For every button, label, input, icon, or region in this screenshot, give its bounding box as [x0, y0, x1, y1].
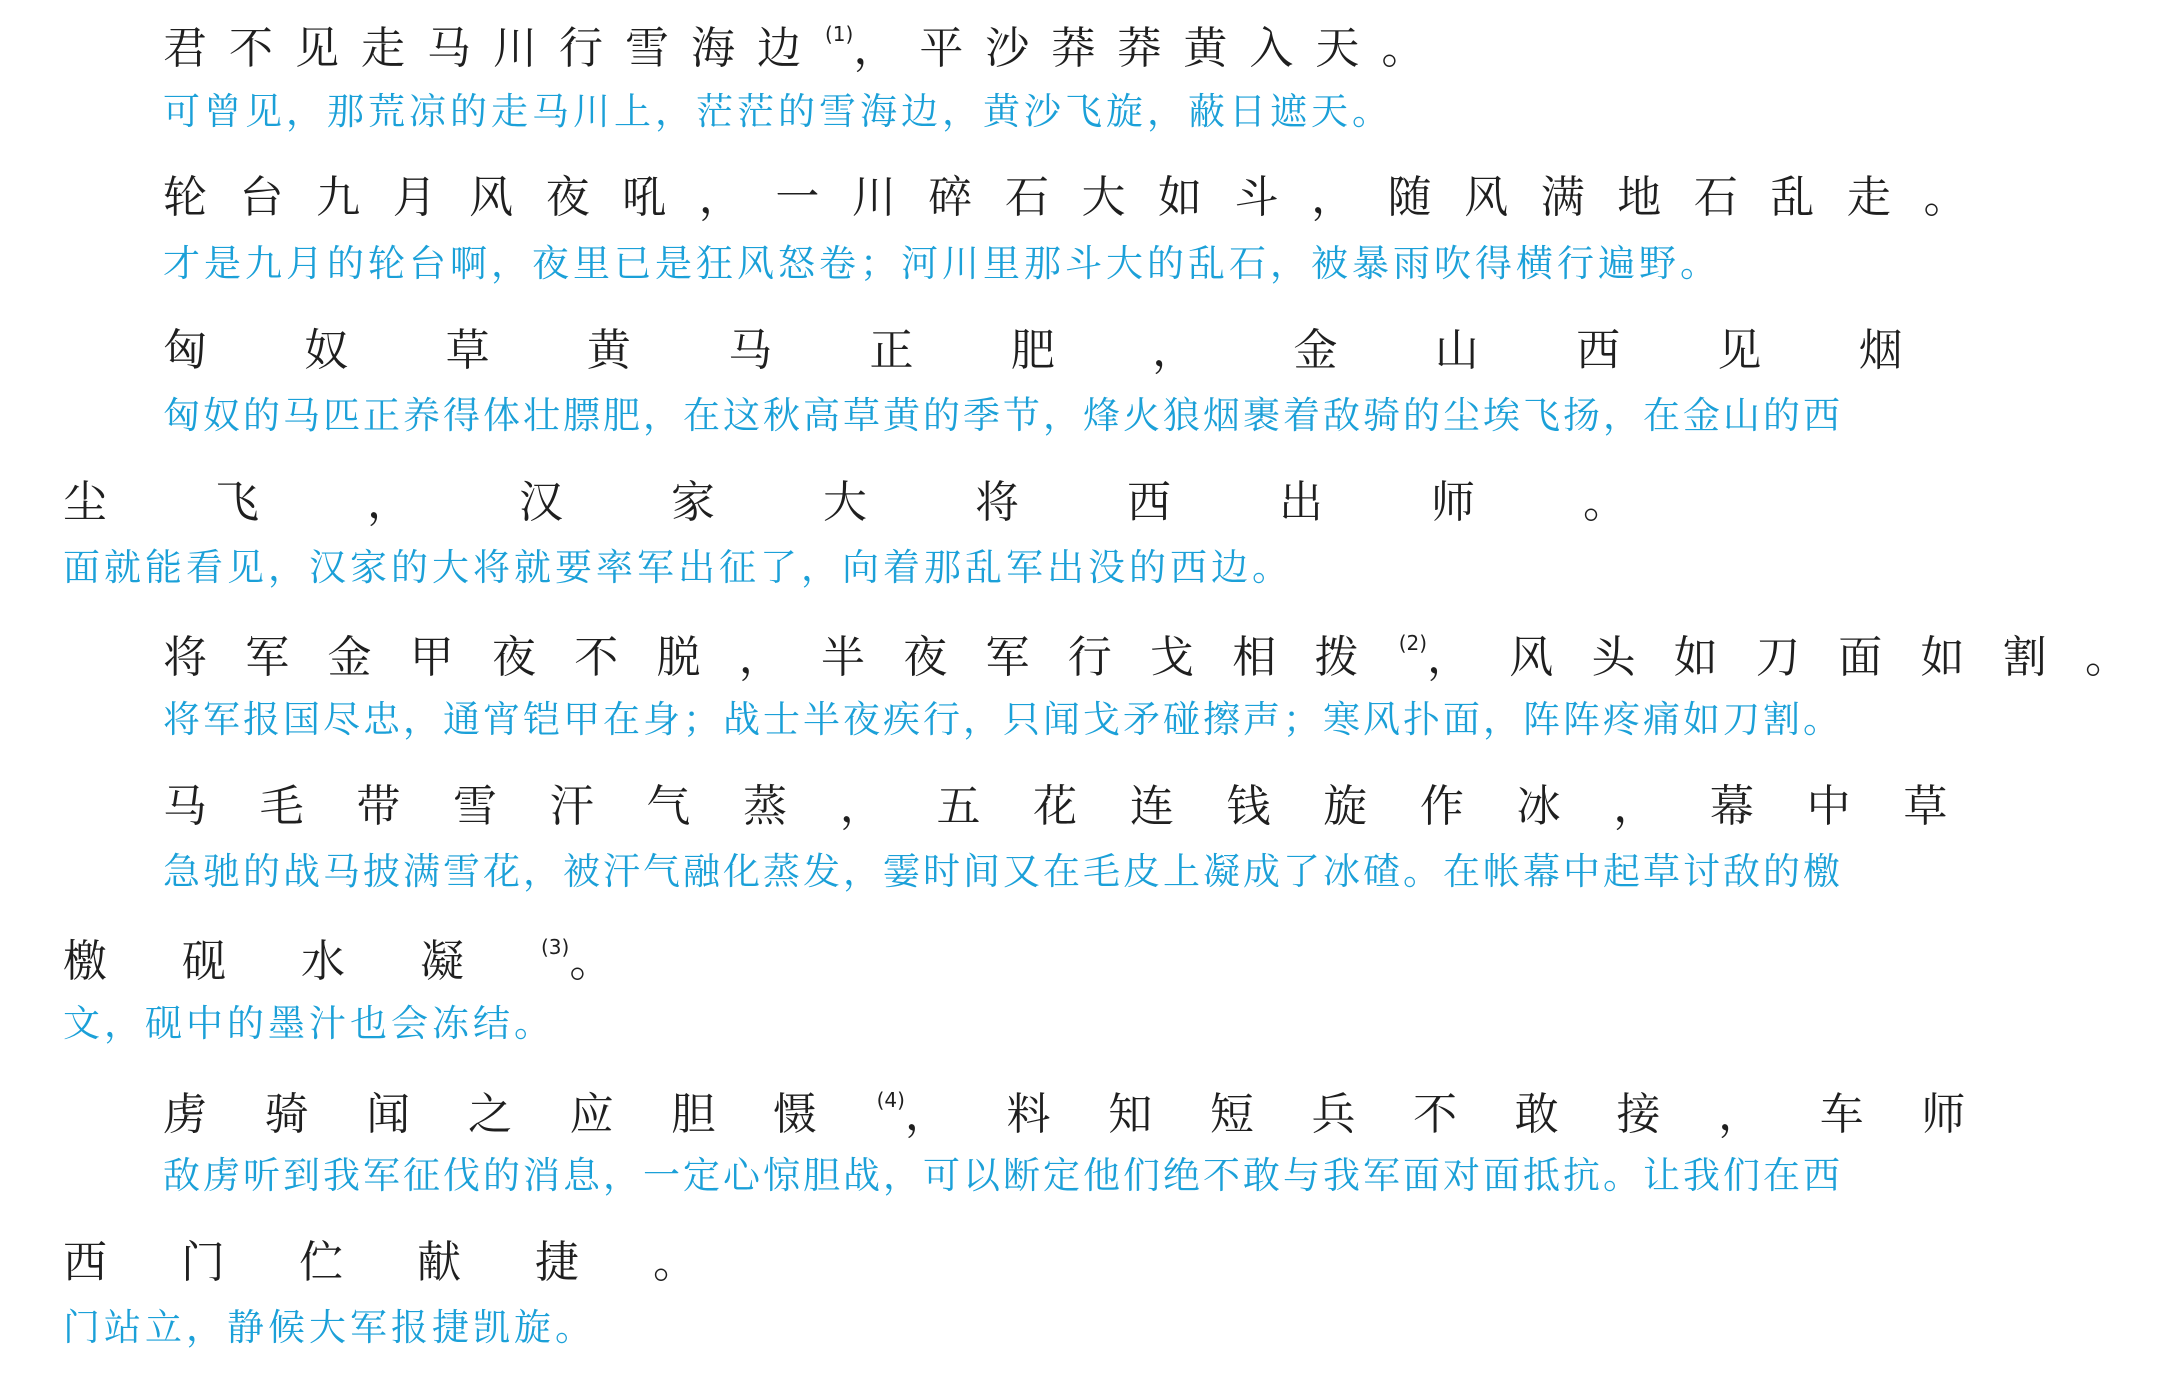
translation-line-3: 匈奴的马匹正养得体壮膘肥，在这秋高草黄的季节，烽火狼烟裹着敌骑的尘埃飞扬，在金山的西	[163, 394, 1843, 437]
poem-line-6-tail: ，料知短兵不敢接，车师	[904, 1089, 2024, 1140]
poem-line-1-tail: ，平沙莽莽黄入天。	[853, 23, 1448, 74]
translation-line-3-cont: 面就能看见，汉家的大将就要率军出征了，向着那乱军出没的西边。	[63, 546, 1293, 589]
poem-line-3: 匈奴草黄马正肥，金山西见烟	[163, 325, 2000, 376]
translation-line-2: 才是九月的轮台啊，夜里已是狂风怒卷；河川里那斗大的乱石，被暴雨吹得横行遍野。	[163, 242, 1721, 285]
translation-line-6: 敌虏听到我军征伐的消息，一定心惊胆战，可以断定他们绝不敢与我军面对面抵抗。让我们在西	[163, 1154, 1843, 1197]
translation-line-5: 急驰的战马披满雪花，被汗气融化蒸发，霎时间又在毛皮上凝成了冰碴。在帐幕中起草讨敌的檄	[163, 850, 1843, 893]
poem-line-2: 轮台九月风夜吼，一川碎石大如斗，随风满地石乱走。	[163, 172, 2000, 223]
poem-line-5-cont-tail: 。	[569, 936, 689, 987]
footnote-marker-4: (4)	[876, 1088, 905, 1112]
poem-line-5: 马毛带雪汗气蒸，五花连钱旋作冰，幕中草	[163, 781, 2000, 832]
poem-line-4-text: 将军金甲夜不脱，半夜军行戈相拨	[163, 632, 1397, 683]
poem-line-4	[163, 631, 2167, 683]
poem-line-6-text: 虏骑闻之应胆慑	[163, 1089, 875, 1140]
footnote-marker-1: (1)	[825, 22, 854, 46]
poem-line-1	[163, 22, 1448, 74]
poem-line-4-tail: ，风头如刀面如割。	[1427, 632, 2167, 683]
poem-line-5-cont	[63, 935, 689, 987]
poem-line-6	[163, 1088, 2024, 1140]
translation-line-5-cont: 文，砚中的墨汁也会冻结。	[63, 1002, 555, 1045]
translation-line-4: 将军报国尽忠，通宵铠甲在身；战士半夜疾行，只闻戈矛碰擦声；寒风扑面，阵阵疼痛如刀割。	[163, 698, 1843, 741]
poem-line-5-cont-text: 檄砚水凝	[63, 936, 539, 987]
footnote-marker-3: (3)	[541, 935, 570, 959]
poem-line-6-cont: 西门伫献捷。	[63, 1237, 771, 1288]
poem-line-1-text: 君不见走马川行雪海边	[163, 23, 823, 74]
translation-line-6-cont: 门站立，静候大军报捷凯旋。	[63, 1306, 596, 1349]
poem-line-3-cont: 尘飞，汉家大将西出师。	[63, 477, 1735, 528]
translation-line-1: 可曾见，那荒凉的走马川上，茫茫的雪海边，黄沙飞旋，蔽日遮天。	[163, 90, 1393, 133]
footnote-marker-2: (2)	[1398, 631, 1428, 655]
